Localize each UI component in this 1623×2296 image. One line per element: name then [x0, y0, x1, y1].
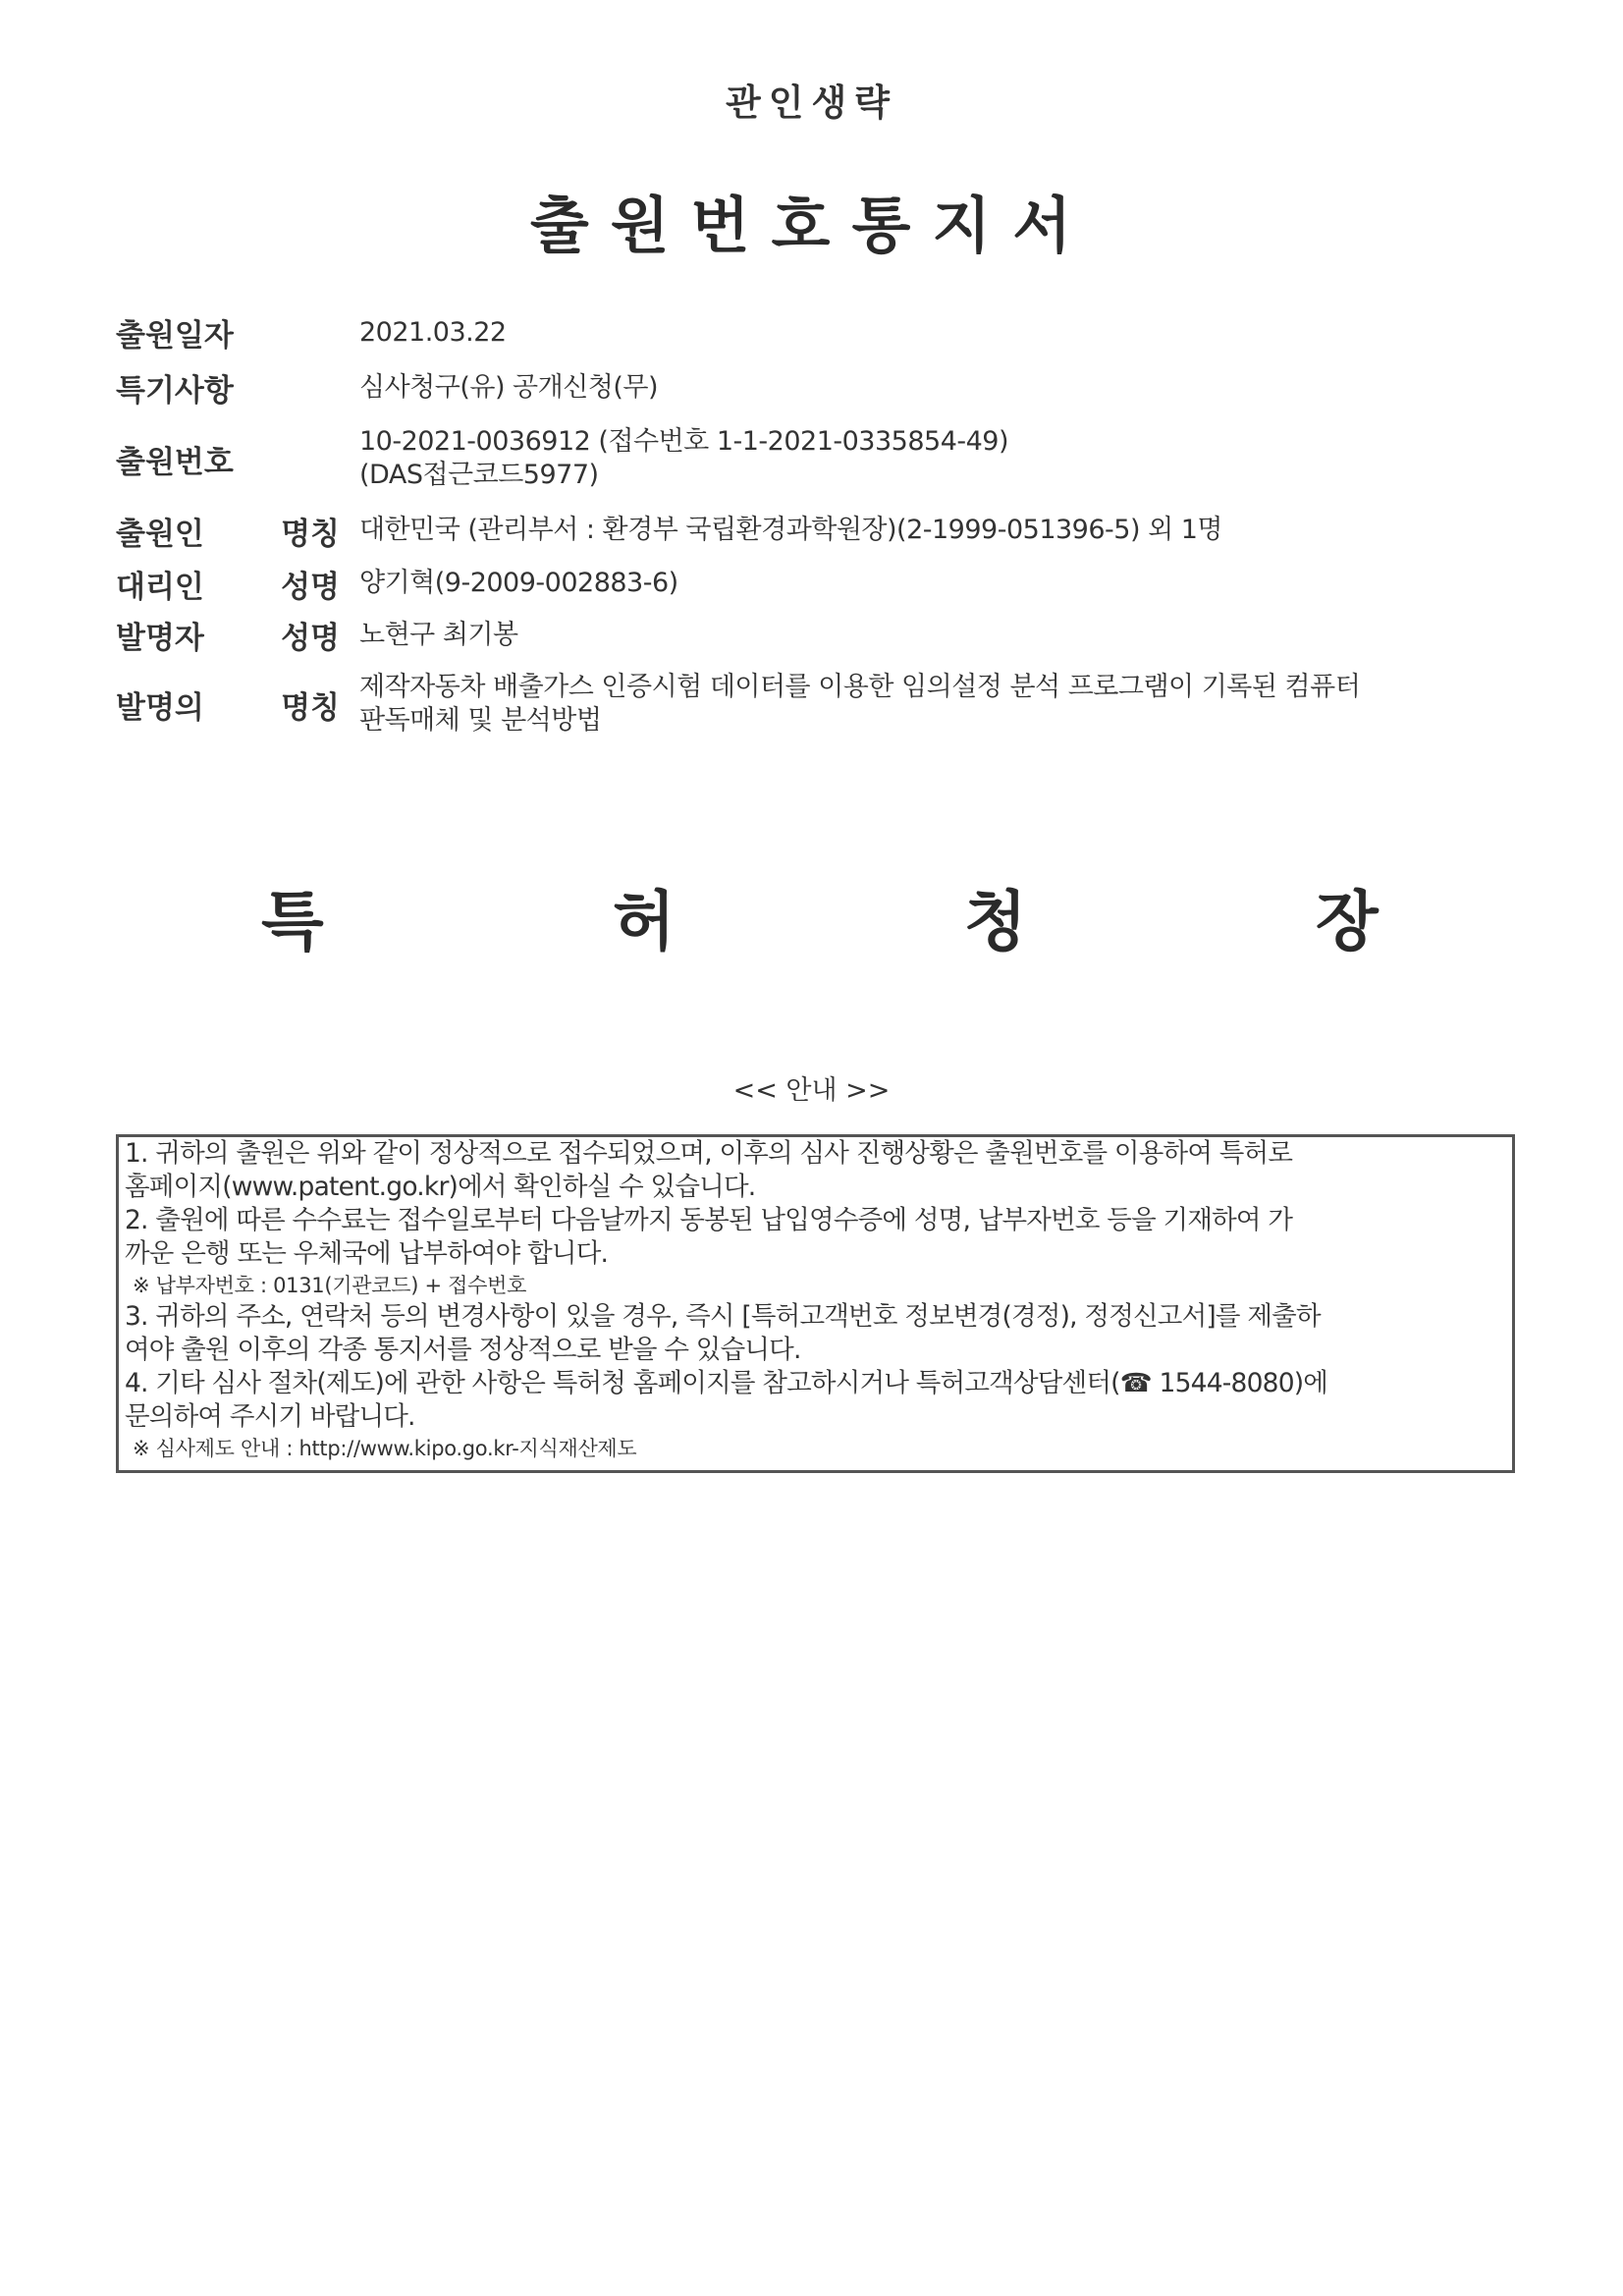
- issuer-char-3: 청: [964, 884, 1027, 959]
- guide-line-6: 3. 귀하의 주소, 연락처 등의 변경사항이 있을 경우, 즉시 [특허고객번호 정보변경(경정), 정정신고서]를 제출하: [125, 1301, 1321, 1332]
- value-invention-title-line1: 제작자동차 배출가스 인증시험 데이터를 이용한 임의설정 분석 프로그램이 기록된 컴퓨터: [359, 672, 1361, 702]
- label-filing-date: 출원일자: [116, 318, 234, 354]
- issuer-signature: [0, 869, 1623, 959]
- label-inventor-name: 발명자 성명: [116, 621, 340, 656]
- guide-line-2: 홈페이지(www.patent.go.kr)에서 확인하실 수 있습니다.: [125, 1172, 756, 1202]
- guide-heading: << 안내 >>: [732, 1075, 891, 1106]
- info-row-inventor-name: [116, 609, 1510, 661]
- info-row-filing-date: [116, 304, 1510, 360]
- value-applicant-name: [340, 503, 1510, 558]
- info-row-invention-title: [116, 661, 1510, 747]
- document-title: 출원번호통지서: [529, 190, 1094, 261]
- guide-line-7: 여야 출원 이후의 각종 통지서를 정상적으로 받을 수 있습니다.: [125, 1335, 801, 1365]
- value-agent-name: [340, 558, 1510, 609]
- info-row-special-notes: [116, 360, 1510, 414]
- value-filing-date-text: 2021.03.22: [359, 316, 507, 348]
- issuer-char-4: 장: [1316, 884, 1379, 959]
- guide-line-1: 1. 귀하의 출원은 위와 같이 정상적으로 접수되었으며, 이후의 심사 진행상황은 출원번호를 이용하여 특허로: [125, 1138, 1293, 1169]
- value-inventor-name-text: 노현구 최기봉: [359, 619, 518, 650]
- value-special-notes-text: 심사청구(유) 공개신청(무): [359, 371, 659, 403]
- seal-omitted-note: 관인생략: [726, 82, 897, 124]
- value-application-number: [340, 414, 1510, 503]
- guide-note-payer-number: ※ 납부자번호 : 0131(기관코드) + 접수번호: [133, 1274, 527, 1297]
- info-row-agent-name: [116, 558, 1510, 609]
- label-special-notes: 특기사항: [116, 373, 234, 409]
- guide-box: [116, 1134, 1515, 1473]
- value-filing-date: [340, 304, 1510, 360]
- guide-note-system-info: ※ 심사제도 안내 : http://www.kipo.go.kr-지식재산제도: [133, 1437, 637, 1460]
- value-applicant-name-text: 대한민국 (관리부서 : 환경부 국립환경과학원장)(2-1999-051396-5) 외 1명: [359, 515, 1222, 545]
- value-special-notes: [340, 360, 1510, 414]
- value-application-number-line1: 10-2021-0036912 (접수번호 1-1-2021-0335854-49): [359, 426, 1009, 457]
- label-invention-title: 발명의 명칭: [116, 689, 340, 726]
- info-row-application-number: [116, 414, 1510, 503]
- label-applicant-name: 출원인 명칭: [116, 516, 340, 552]
- label-agent-name: 대리인 성명: [116, 569, 340, 605]
- info-row-applicant-name: [116, 503, 1510, 558]
- value-application-number-line2: (DAS접근코드5977): [359, 460, 599, 490]
- issuer-char-2: 허: [613, 884, 676, 959]
- application-info-table: [116, 304, 1510, 747]
- value-agent-name-text: 양기혁(9-2009-002883-6): [359, 568, 678, 598]
- issuer-char-1: 특: [261, 884, 324, 959]
- label-application-number: 출원번호: [116, 444, 234, 480]
- value-invention-title-line2: 판독매체 및 분석방법: [359, 705, 602, 736]
- value-invention-title: [340, 661, 1510, 747]
- guide-line-8: 4. 기타 심사 절차(제도)에 관한 사항은 특허청 홈페이지를 참고하시거나 특허고객상담센터(☎ 1544-8080)에: [125, 1368, 1328, 1398]
- guide-line-9: 문의하여 주시기 바랍니다.: [125, 1401, 415, 1432]
- guide-line-4: 까운 은행 또는 우체국에 납부하여야 합니다.: [125, 1238, 609, 1269]
- guide-line-3: 2. 출원에 따른 수수료는 접수일로부터 다음날까지 동봉된 납입영수증에 성명, 납부자번호 등을 기재하여 가: [125, 1205, 1293, 1235]
- value-inventor-name: [340, 609, 1510, 661]
